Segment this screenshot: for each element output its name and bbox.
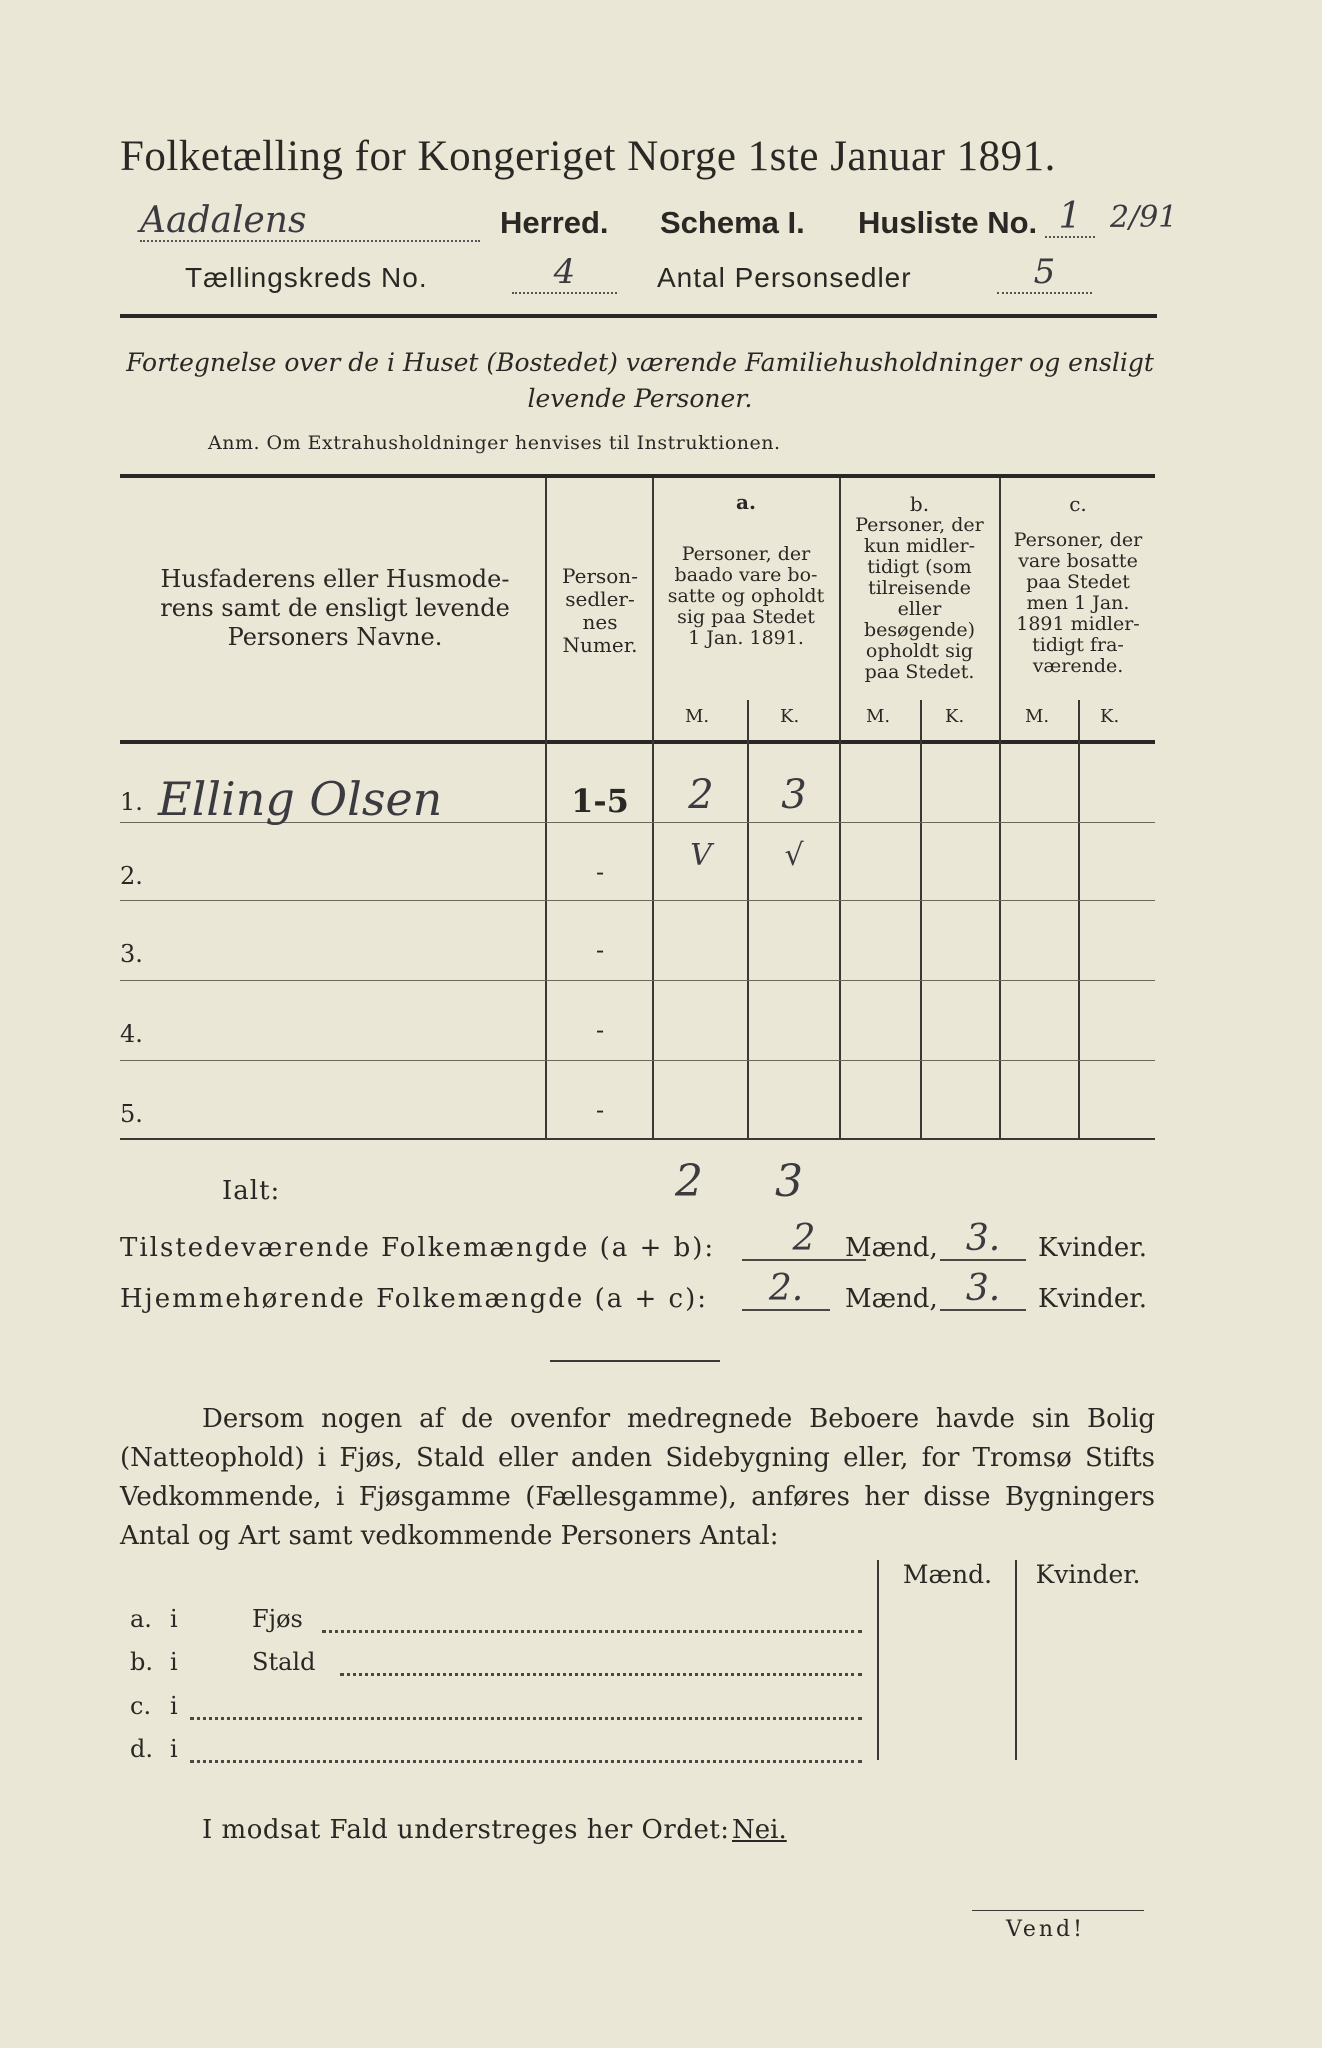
building-a-label: Fjøs xyxy=(252,1605,303,1633)
herred-label: Herred. xyxy=(500,205,609,240)
husliste-number: 1 xyxy=(1045,196,1095,238)
row-1-a-m: 2 xyxy=(688,772,714,818)
col-num-line-4: Numer. xyxy=(562,633,638,657)
col-c-header xyxy=(1002,530,1154,677)
row-2-a-k: √ xyxy=(784,838,804,873)
husliste-label: Husliste No. xyxy=(858,205,1038,240)
building-c-letter: c. xyxy=(130,1692,152,1720)
col-a-header xyxy=(655,544,837,649)
row-2-sedler: - xyxy=(595,858,605,886)
antal-label: Antal Personsedler xyxy=(657,262,912,293)
b-k-label: K. xyxy=(945,706,965,727)
c-m-label: M. xyxy=(1025,706,1050,727)
anm-note: Anm. Om Extrahusholdninger henvises til Instruktionen. xyxy=(208,432,781,454)
a-k-label: K. xyxy=(780,706,800,727)
row-5-number: 5. xyxy=(120,1100,143,1128)
vend-rule xyxy=(972,1910,1144,1911)
buildings-paragraph: Dersom nogen af de ovenfor medregnede Beboere havde sin Bolig (Natteophold) i Fjøs, Stald eller anden Sidebygning eller, for Tromsø Stifts Vedkommende, i Fjøsgamme (Fællesgamme), anføres her disse Bygningers Antal og Art samt vedkommende Personers Antal: xyxy=(120,1404,1155,1551)
row-line-2 xyxy=(120,900,1155,901)
municipality-field: Aadalens xyxy=(140,200,480,242)
buildings-kvinder-header: Kvinder. xyxy=(1035,1560,1141,1589)
row-1-sedler: 1-5 xyxy=(571,782,629,820)
col-c-line-2: vare bosatte xyxy=(1018,550,1138,572)
hjemme-maend: Mænd, xyxy=(845,1284,938,1314)
row-3-sedler: - xyxy=(595,936,605,964)
col-c-line-3: paa Stedet xyxy=(1026,571,1130,593)
col-num-line-2: sedler- xyxy=(565,587,635,611)
building-c-i: i xyxy=(170,1692,178,1720)
col-b-line-6: besøgende) xyxy=(863,619,976,641)
tilst-kvinder: Kvinder. xyxy=(1038,1233,1148,1263)
intro-line-2: levende Personer. xyxy=(527,384,753,413)
a-m-label: M. xyxy=(685,706,710,727)
schema-label: Schema I. xyxy=(660,205,805,240)
hjemme-label: Hjemmehørende Folkemængde (a + c): xyxy=(120,1284,708,1314)
antal-number: 5 xyxy=(997,252,1092,294)
tilst-label: Tilstedeværende Folkemængde (a + b): xyxy=(120,1233,716,1263)
col-c-line-4: men 1 Jan. xyxy=(1026,592,1130,614)
col-a-line-1: Personer, der xyxy=(681,543,811,565)
col-a-letter: a. xyxy=(736,490,756,514)
row-4-sedler: - xyxy=(595,1016,605,1044)
husliste-note: 2/91 xyxy=(1110,200,1178,235)
tilst-m: 2 xyxy=(742,1218,866,1261)
intro-block xyxy=(120,345,1160,417)
table-bottom-rule xyxy=(120,1138,1155,1140)
buildings-divider-1 xyxy=(877,1560,879,1760)
row-4-number: 4. xyxy=(120,1020,143,1048)
col-divider-2 xyxy=(652,478,654,1138)
row-1-number: 1. xyxy=(120,788,143,816)
col-a-line-2: baado vare bo- xyxy=(674,564,818,586)
row-3-number: 3. xyxy=(120,940,143,968)
row-2-a-m: V xyxy=(690,838,712,873)
col-name-header xyxy=(130,565,540,652)
col-name-line-3: Personers Navne. xyxy=(227,623,443,651)
building-b-letter: b. xyxy=(130,1648,153,1676)
building-a-dots xyxy=(322,1630,862,1633)
col-name-line-1: Husfaderens eller Husmode- xyxy=(160,565,510,593)
header-rule xyxy=(120,314,1157,318)
col-num-line-1: Person- xyxy=(562,564,638,588)
col-c-line-7: værende. xyxy=(1032,655,1124,677)
ialt-k: 3 xyxy=(775,1156,803,1207)
building-a-letter: a. xyxy=(130,1605,152,1633)
col-b-line-8: paa Stedet. xyxy=(864,661,975,683)
row-line-3 xyxy=(120,980,1155,981)
col-num-header xyxy=(550,565,650,657)
building-b-label: Stald xyxy=(252,1648,316,1676)
col-b-line-2: kun midler- xyxy=(863,535,976,557)
b-m-label: M. xyxy=(866,706,891,727)
section-divider xyxy=(550,1360,720,1362)
col-b-line-4: tilreisende xyxy=(868,577,971,599)
col-b-line-3: tidigt (som xyxy=(867,556,972,578)
building-a-i: i xyxy=(170,1605,178,1633)
c-k-label: K. xyxy=(1100,706,1120,727)
col-divider-1 xyxy=(545,478,547,1138)
ialt-m: 2 xyxy=(675,1156,703,1207)
col-c-line-1: Personer, der xyxy=(1013,529,1143,551)
col-b-line-7: opholdt sig xyxy=(865,640,974,662)
row-line-4 xyxy=(120,1060,1155,1061)
hjemme-m: 2. xyxy=(742,1268,830,1311)
buildings-divider-2 xyxy=(1015,1560,1017,1760)
hjemme-k: 3. xyxy=(940,1268,1026,1311)
building-b-dots xyxy=(340,1673,862,1676)
kreds-label: Tællingskreds No. xyxy=(185,262,428,293)
tilst-maend: Mænd, xyxy=(845,1233,938,1263)
buildings-maend-header: Mænd. xyxy=(902,1560,993,1589)
form-title: Folketælling for Kongeriget Norge 1ste Januar 1891. xyxy=(120,133,1056,180)
col-b-letter: b. xyxy=(909,492,930,516)
col-divider-a-mk xyxy=(747,700,749,1138)
nei-word: Nei. xyxy=(732,1815,787,1845)
col-divider-b-mk xyxy=(920,700,922,1138)
col-b-line-5: eller xyxy=(897,598,942,620)
row-1-name: Elling Olsen xyxy=(158,772,443,826)
col-a-line-4: sig paa Stedet xyxy=(677,606,815,628)
kreds-number: 4 xyxy=(512,252,617,294)
row-5-sedler: - xyxy=(595,1096,605,1124)
col-num-line-3: nes xyxy=(582,610,618,634)
col-divider-4 xyxy=(999,478,1001,1138)
col-c-line-5: 1891 midler- xyxy=(1016,613,1140,635)
building-d-i: i xyxy=(170,1735,178,1763)
row-1-a-k: 3 xyxy=(781,772,807,818)
col-c-line-6: tidigt fra- xyxy=(1032,634,1124,656)
col-a-line-3: satte og opholdt xyxy=(667,585,825,607)
intro-line-1: Fortegnelse over de i Huset (Bostedet) værende Familiehusholdninger og ensligt xyxy=(126,348,1154,377)
tilst-k: 3. xyxy=(940,1218,1026,1261)
col-divider-3 xyxy=(839,478,841,1138)
row-2-number: 2. xyxy=(120,862,143,890)
building-b-i: i xyxy=(170,1648,178,1676)
ialt-label: Ialt: xyxy=(222,1176,281,1206)
vend-text: Vend! xyxy=(1006,1917,1085,1942)
col-divider-c-mk xyxy=(1078,700,1080,1138)
building-d-letter: d. xyxy=(130,1735,153,1763)
building-d-dots xyxy=(190,1760,862,1763)
modsat-text: I modsat Fald understreges her Ordet: xyxy=(202,1815,730,1845)
col-c-letter: c. xyxy=(1069,492,1087,516)
hjemme-kvinder: Kvinder. xyxy=(1038,1284,1148,1314)
col-b-header xyxy=(842,515,997,683)
col-b-line-1: Personer, der xyxy=(855,514,984,536)
col-a-line-5: 1 Jan. 1891. xyxy=(688,627,804,649)
col-name-line-2: rens samt de ensligt levende xyxy=(160,594,510,622)
building-c-dots xyxy=(190,1717,862,1720)
